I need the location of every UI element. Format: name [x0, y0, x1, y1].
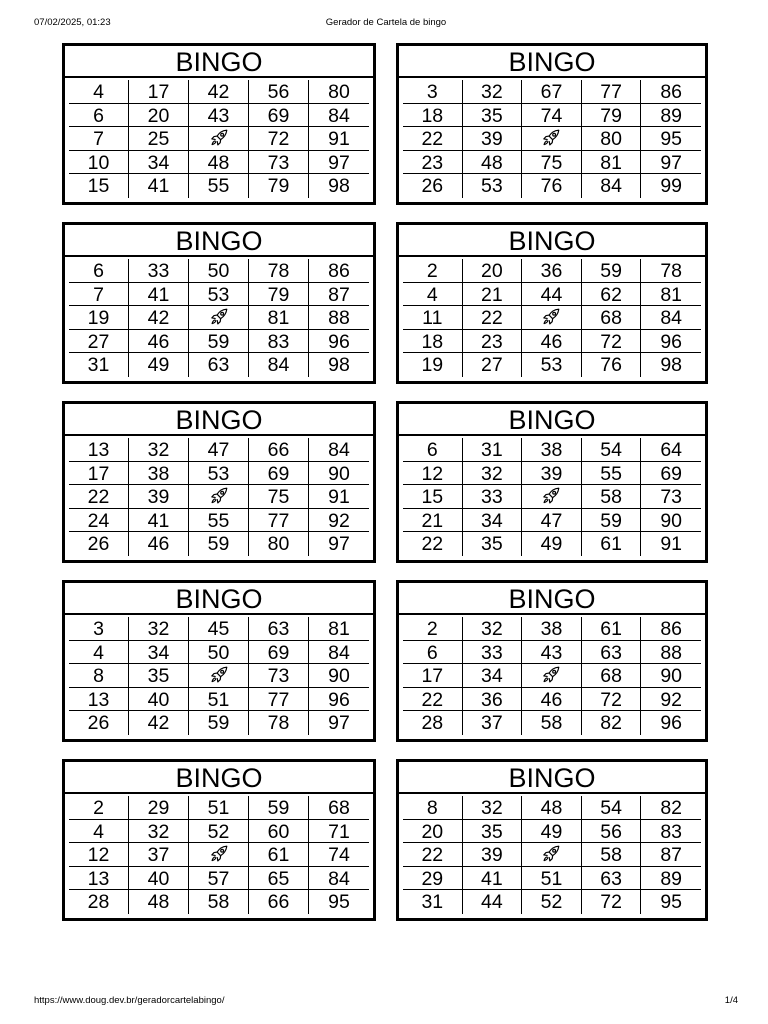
number-cell: 88	[309, 306, 369, 330]
number-cell: 59	[189, 330, 249, 354]
number-cell: 32	[463, 80, 523, 104]
number-cell: 98	[660, 354, 683, 377]
number-cell: 84	[309, 867, 369, 891]
rocket-icon	[208, 129, 230, 151]
number-cell: 6	[403, 438, 463, 462]
number-cell: 83	[641, 820, 701, 844]
bingo-card	[396, 43, 708, 205]
number-cell: 52	[189, 820, 249, 844]
number-cell: 55	[582, 462, 642, 486]
number-cell: 51	[522, 867, 582, 891]
number-cell: 66	[249, 438, 309, 462]
number-cell: 24	[69, 509, 129, 533]
number-cell: 80	[309, 80, 369, 104]
number-cell: 98	[328, 175, 350, 198]
number-cell: 31	[403, 890, 463, 914]
number-cell: 7	[69, 127, 129, 151]
number-cell: 59	[189, 711, 249, 735]
number-cell: 35	[129, 664, 189, 688]
number-cell: 37	[463, 711, 523, 735]
number-cell: 62	[582, 283, 642, 307]
number-cell: 53	[189, 283, 249, 307]
number-cell: 32	[129, 617, 189, 641]
free-space-cell	[189, 306, 249, 330]
number-cell: 96	[309, 330, 369, 354]
number-cell: 33	[129, 259, 189, 283]
number-cell: 41	[129, 174, 189, 198]
card-number-grid	[65, 78, 373, 198]
number-cell: 66	[249, 890, 309, 914]
number-cell: 46	[522, 330, 582, 354]
free-space-cell	[522, 664, 582, 688]
number-cell: 34	[463, 509, 523, 533]
number-cell: 80	[249, 532, 309, 556]
free-space-cell	[189, 127, 249, 151]
number-cell: 59	[582, 509, 642, 533]
number-cell: 2	[69, 796, 129, 820]
number-cell: 75	[522, 151, 582, 175]
number-cell: 55	[189, 174, 249, 198]
number-cell: 38	[129, 462, 189, 486]
number-cell: 40	[129, 867, 189, 891]
number-cell: 96	[309, 688, 369, 712]
number-cell: 58	[522, 711, 582, 735]
number-cell: 81	[309, 617, 369, 641]
number-cell: 36	[522, 259, 582, 283]
card-title: BINGO	[65, 583, 373, 615]
card-number-grid	[399, 794, 705, 914]
print-footer	[34, 995, 738, 1009]
number-cell: 18	[403, 104, 463, 128]
number-cell: 32	[463, 796, 523, 820]
number-cell: 6	[69, 104, 129, 128]
number-cell: 84	[582, 174, 642, 198]
number-cell: 58	[189, 890, 249, 914]
rocket-icon	[540, 308, 562, 330]
number-cell: 58	[582, 485, 642, 509]
number-cell: 43	[522, 641, 582, 665]
number-cell: 23	[463, 330, 523, 354]
number-cell: 49	[522, 820, 582, 844]
number-cell: 2	[403, 259, 463, 283]
number-cell: 31	[69, 353, 129, 377]
card-title: BINGO	[399, 46, 705, 78]
number-cell: 73	[249, 664, 309, 688]
number-cell: 86	[309, 259, 369, 283]
number-cell: 73	[641, 485, 701, 509]
number-cell: 92	[641, 688, 701, 712]
number-cell: 65	[249, 867, 309, 891]
card-title: BINGO	[399, 583, 705, 615]
number-cell: 22	[69, 485, 129, 509]
bingo-card	[62, 759, 376, 921]
bingo-card	[396, 222, 708, 384]
rocket-icon	[208, 487, 230, 509]
number-cell: 8	[403, 796, 463, 820]
number-cell: 63	[249, 617, 309, 641]
number-cell: 72	[582, 890, 642, 914]
number-cell: 8	[69, 664, 129, 688]
bingo-card	[62, 222, 376, 384]
number-cell: 95	[660, 891, 683, 914]
number-cell: 28	[403, 711, 463, 735]
print-title: Gerador de Cartela de bingo	[325, 17, 447, 28]
print-header	[34, 17, 738, 31]
number-cell: 96	[660, 712, 683, 735]
number-cell: 36	[463, 688, 523, 712]
number-cell: 15	[69, 174, 129, 198]
card-number-grid	[399, 78, 705, 198]
number-cell: 84	[641, 306, 701, 330]
number-cell: 48	[189, 151, 249, 175]
number-cell: 55	[189, 509, 249, 533]
number-cell: 98	[328, 354, 350, 377]
number-cell: 51	[189, 688, 249, 712]
number-cell: 38	[522, 438, 582, 462]
number-cell: 20	[129, 104, 189, 128]
number-cell: 90	[309, 664, 369, 688]
number-cell: 35	[463, 104, 523, 128]
free-space-cell	[522, 127, 582, 151]
number-cell: 69	[641, 462, 701, 486]
number-cell: 78	[249, 711, 309, 735]
number-cell: 77	[582, 80, 642, 104]
number-cell: 91	[309, 485, 369, 509]
number-cell: 22	[403, 688, 463, 712]
number-cell: 90	[309, 462, 369, 486]
number-cell: 6	[403, 641, 463, 665]
number-cell: 78	[249, 259, 309, 283]
number-cell: 4	[403, 283, 463, 307]
number-cell: 48	[522, 796, 582, 820]
card-title: BINGO	[399, 762, 705, 794]
number-cell: 50	[189, 259, 249, 283]
number-cell: 74	[309, 843, 369, 867]
number-cell: 56	[582, 820, 642, 844]
number-cell: 68	[582, 664, 642, 688]
number-cell: 87	[309, 283, 369, 307]
number-cell: 86	[641, 617, 701, 641]
number-cell: 21	[403, 509, 463, 533]
rocket-icon	[540, 666, 562, 688]
number-cell: 13	[69, 438, 129, 462]
number-cell: 74	[522, 104, 582, 128]
bingo-card	[62, 401, 376, 563]
bingo-cards-grid	[62, 43, 708, 921]
number-cell: 39	[129, 485, 189, 509]
number-cell: 91	[660, 533, 683, 556]
number-cell: 26	[69, 532, 129, 556]
number-cell: 79	[249, 174, 309, 198]
number-cell: 92	[309, 509, 369, 533]
free-space-cell	[522, 306, 582, 330]
number-cell: 10	[69, 151, 129, 175]
number-cell: 72	[582, 330, 642, 354]
number-cell: 84	[309, 438, 369, 462]
number-cell: 64	[641, 438, 701, 462]
bingo-card	[396, 580, 708, 742]
number-cell: 54	[582, 796, 642, 820]
number-cell: 3	[403, 80, 463, 104]
number-cell: 48	[463, 151, 523, 175]
number-cell: 89	[641, 104, 701, 128]
number-cell: 86	[641, 80, 701, 104]
number-cell: 41	[129, 283, 189, 307]
free-space-cell	[522, 843, 582, 867]
card-title: BINGO	[65, 404, 373, 436]
card-title: BINGO	[65, 46, 373, 78]
rocket-icon	[208, 666, 230, 688]
card-title: BINGO	[65, 762, 373, 794]
free-space-cell	[189, 485, 249, 509]
number-cell: 39	[522, 462, 582, 486]
number-cell: 84	[249, 353, 309, 377]
number-cell: 59	[249, 796, 309, 820]
number-cell: 33	[463, 641, 523, 665]
number-cell: 89	[641, 867, 701, 891]
number-cell: 12	[69, 843, 129, 867]
rocket-icon	[540, 845, 562, 867]
number-cell: 83	[249, 330, 309, 354]
number-cell: 46	[129, 532, 189, 556]
number-cell: 40	[129, 688, 189, 712]
number-cell: 72	[582, 688, 642, 712]
number-cell: 53	[522, 353, 582, 377]
number-cell: 97	[641, 151, 701, 175]
number-cell: 11	[403, 306, 463, 330]
number-cell: 4	[69, 80, 129, 104]
number-cell: 41	[129, 509, 189, 533]
number-cell: 43	[189, 104, 249, 128]
number-cell: 39	[463, 843, 523, 867]
number-cell: 97	[328, 533, 350, 556]
number-cell: 22	[403, 843, 463, 867]
number-cell: 13	[69, 867, 129, 891]
number-cell: 79	[582, 104, 642, 128]
bingo-card	[396, 759, 708, 921]
number-cell: 25	[129, 127, 189, 151]
number-cell: 75	[249, 485, 309, 509]
number-cell: 2	[403, 617, 463, 641]
number-cell: 59	[582, 259, 642, 283]
number-cell: 27	[463, 353, 523, 377]
number-cell: 39	[463, 127, 523, 151]
number-cell: 81	[249, 306, 309, 330]
number-cell: 22	[403, 532, 463, 556]
number-cell: 42	[129, 306, 189, 330]
free-space-cell	[189, 664, 249, 688]
card-number-grid	[399, 436, 705, 556]
number-cell: 69	[249, 641, 309, 665]
number-cell: 99	[660, 175, 683, 198]
print-datetime: 07/02/2025, 01:23	[34, 17, 111, 28]
number-cell: 58	[582, 843, 642, 867]
number-cell: 90	[641, 664, 701, 688]
number-cell: 84	[309, 104, 369, 128]
number-cell: 17	[129, 80, 189, 104]
number-cell: 61	[582, 532, 642, 556]
number-cell: 18	[403, 330, 463, 354]
number-cell: 21	[463, 283, 523, 307]
card-number-grid	[65, 436, 373, 556]
number-cell: 95	[641, 127, 701, 151]
number-cell: 52	[522, 890, 582, 914]
number-cell: 46	[129, 330, 189, 354]
number-cell: 79	[249, 283, 309, 307]
number-cell: 29	[403, 867, 463, 891]
number-cell: 4	[69, 820, 129, 844]
rocket-icon	[540, 129, 562, 151]
number-cell: 20	[463, 259, 523, 283]
number-cell: 61	[249, 843, 309, 867]
number-cell: 6	[69, 259, 129, 283]
number-cell: 48	[129, 890, 189, 914]
number-cell: 97	[328, 712, 350, 735]
number-cell: 69	[249, 462, 309, 486]
free-space-cell	[522, 485, 582, 509]
number-cell: 71	[309, 820, 369, 844]
number-cell: 76	[522, 174, 582, 198]
number-cell: 49	[129, 353, 189, 377]
card-title: BINGO	[399, 225, 705, 257]
number-cell: 23	[403, 151, 463, 175]
rocket-icon	[208, 308, 230, 330]
number-cell: 81	[582, 151, 642, 175]
number-cell: 63	[582, 641, 642, 665]
number-cell: 17	[403, 664, 463, 688]
number-cell: 82	[582, 711, 642, 735]
number-cell: 4	[69, 641, 129, 665]
number-cell: 44	[522, 283, 582, 307]
free-space-cell	[189, 843, 249, 867]
number-cell: 47	[189, 438, 249, 462]
card-number-grid	[65, 615, 373, 735]
number-cell: 33	[463, 485, 523, 509]
number-cell: 13	[69, 688, 129, 712]
number-cell: 19	[403, 353, 463, 377]
number-cell: 12	[403, 462, 463, 486]
number-cell: 38	[522, 617, 582, 641]
number-cell: 7	[69, 283, 129, 307]
number-cell: 51	[189, 796, 249, 820]
number-cell: 60	[249, 820, 309, 844]
number-cell: 46	[522, 688, 582, 712]
number-cell: 32	[129, 438, 189, 462]
number-cell: 63	[582, 867, 642, 891]
number-cell: 3	[69, 617, 129, 641]
number-cell: 37	[129, 843, 189, 867]
number-cell: 22	[403, 127, 463, 151]
number-cell: 68	[309, 796, 369, 820]
number-cell: 29	[129, 796, 189, 820]
number-cell: 22	[463, 306, 523, 330]
number-cell: 15	[403, 485, 463, 509]
number-cell: 63	[189, 353, 249, 377]
number-cell: 31	[463, 438, 523, 462]
number-cell: 97	[309, 151, 369, 175]
number-cell: 34	[129, 151, 189, 175]
number-cell: 45	[189, 617, 249, 641]
number-cell: 42	[129, 711, 189, 735]
number-cell: 42	[189, 80, 249, 104]
card-number-grid	[399, 615, 705, 735]
number-cell: 26	[403, 174, 463, 198]
print-url: https://www.doug.dev.br/geradorcartelabingo/	[34, 995, 225, 1006]
rocket-icon	[208, 845, 230, 867]
number-cell: 78	[641, 259, 701, 283]
bingo-card	[62, 580, 376, 742]
number-cell: 96	[641, 330, 701, 354]
number-cell: 69	[249, 104, 309, 128]
number-cell: 57	[189, 867, 249, 891]
number-cell: 50	[189, 641, 249, 665]
number-cell: 34	[129, 641, 189, 665]
card-title: BINGO	[399, 404, 705, 436]
card-number-grid	[65, 794, 373, 914]
number-cell: 59	[189, 532, 249, 556]
number-cell: 76	[582, 353, 642, 377]
number-cell: 53	[463, 174, 523, 198]
number-cell: 47	[522, 509, 582, 533]
number-cell: 32	[129, 820, 189, 844]
number-cell: 77	[249, 688, 309, 712]
number-cell: 61	[582, 617, 642, 641]
number-cell: 54	[582, 438, 642, 462]
number-cell: 73	[249, 151, 309, 175]
number-cell: 90	[641, 509, 701, 533]
number-cell: 28	[69, 890, 129, 914]
card-number-grid	[399, 257, 705, 377]
number-cell: 88	[641, 641, 701, 665]
number-cell: 32	[463, 617, 523, 641]
number-cell: 91	[309, 127, 369, 151]
number-cell: 49	[522, 532, 582, 556]
number-cell: 53	[189, 462, 249, 486]
number-cell: 27	[69, 330, 129, 354]
number-cell: 77	[249, 509, 309, 533]
page-number: 1/4	[724, 995, 738, 1006]
number-cell: 67	[522, 80, 582, 104]
number-cell: 34	[463, 664, 523, 688]
number-cell: 82	[641, 796, 701, 820]
card-number-grid	[65, 257, 373, 377]
number-cell: 56	[249, 80, 309, 104]
bingo-card	[62, 43, 376, 205]
number-cell: 35	[463, 532, 523, 556]
number-cell: 26	[69, 711, 129, 735]
number-cell: 35	[463, 820, 523, 844]
number-cell: 80	[582, 127, 642, 151]
number-cell: 87	[641, 843, 701, 867]
number-cell: 19	[69, 306, 129, 330]
number-cell: 32	[463, 462, 523, 486]
number-cell: 44	[463, 890, 523, 914]
number-cell: 41	[463, 867, 523, 891]
number-cell: 72	[249, 127, 309, 151]
rocket-icon	[540, 487, 562, 509]
number-cell: 81	[641, 283, 701, 307]
number-cell: 84	[309, 641, 369, 665]
bingo-card	[396, 401, 708, 563]
number-cell: 95	[328, 891, 350, 914]
number-cell: 20	[403, 820, 463, 844]
number-cell: 68	[582, 306, 642, 330]
card-title: BINGO	[65, 225, 373, 257]
number-cell: 17	[69, 462, 129, 486]
